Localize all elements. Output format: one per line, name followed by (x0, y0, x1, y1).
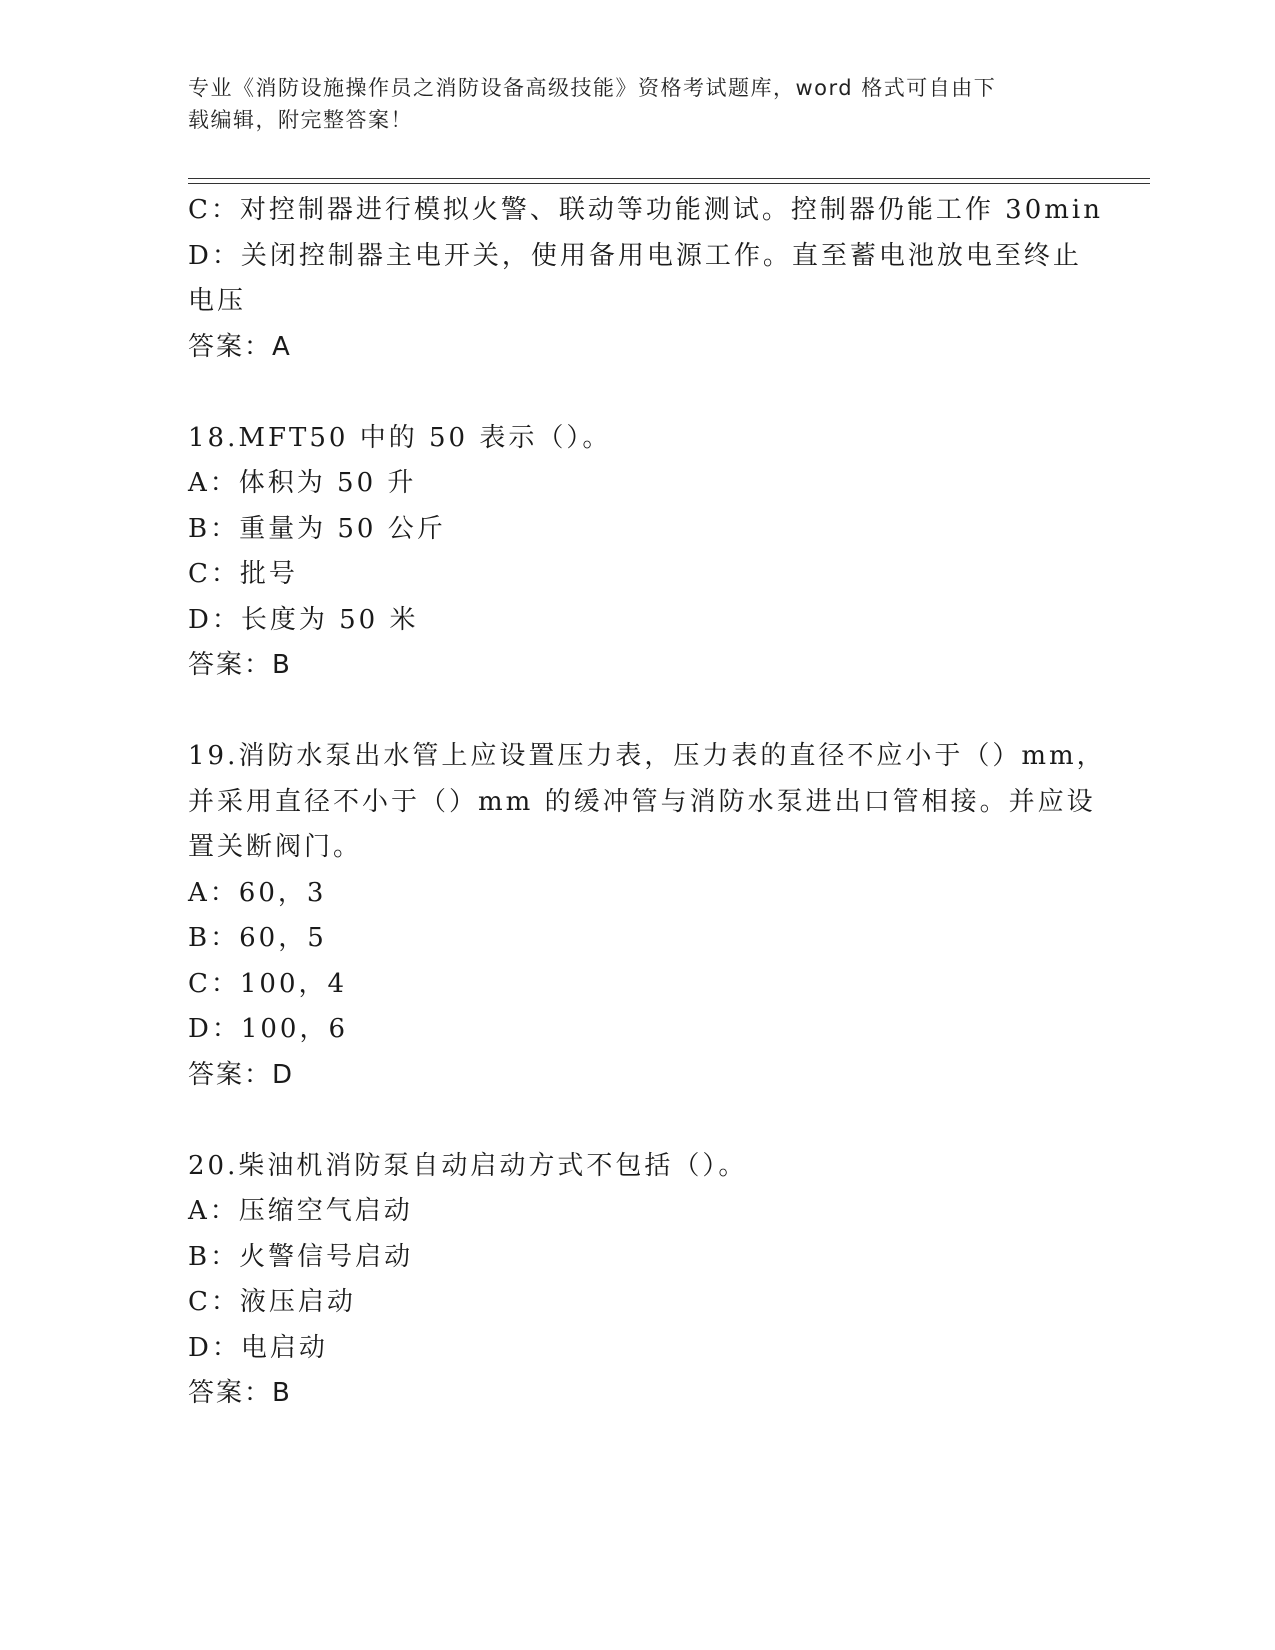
question-stem: 18.MFT50 中的 50 表示（）。 (188, 422, 612, 453)
option-a: A：60，3 (188, 877, 327, 908)
option-a: A：体积为 50 升 (188, 468, 417, 498)
question-stem-continued: 并采用直径不小于（）mm 的缓冲管与消防水泵进出口管相接。并应设 (188, 786, 1096, 817)
question-stem: 19.消防水泵出水管上应设置压力表，压力表的直径不应小于（）mm， (188, 741, 1106, 771)
option-b: B：火警信号启动 (188, 1241, 414, 1272)
question-18 (188, 416, 1088, 689)
header-divider-top (188, 178, 1150, 179)
header-divider-bottom (188, 183, 1150, 184)
answer: 答案：B (188, 1378, 292, 1408)
option-c: C：液压启动 (188, 1287, 356, 1317)
document-header (188, 72, 1068, 136)
question-19 (188, 734, 1106, 1098)
option-d: D：电启动 (188, 1332, 328, 1363)
question-stem-continued: 置关断阀门。 (188, 832, 363, 862)
spacer (188, 370, 1088, 416)
option-d-continued: 电压 (188, 286, 247, 316)
option-b: B：重量为 50 公斤 (188, 513, 446, 544)
option-c: C：批号 (188, 559, 298, 589)
spacer (188, 1098, 1088, 1144)
option-c: C：对控制器进行模拟火警、联动等功能测试。控制器仍能工作 30min (188, 195, 1103, 225)
header-line-1: 专业《消防设施操作员之消防设备高级技能》资格考试题库，word 格式可自由下 (188, 76, 997, 100)
question-17-continued (188, 188, 1103, 370)
option-d: D：长度为 50 米 (188, 604, 419, 635)
question-20 (188, 1144, 1088, 1417)
answer: 答案：A (188, 331, 292, 362)
answer: 答案：D (188, 1059, 295, 1090)
header-line-2: 载编辑，附完整答案！ (188, 108, 413, 132)
question-stem: 20.柴油机消防泵自动启动方式不包括（）。 (188, 1150, 748, 1181)
option-c: C：100，4 (188, 968, 348, 999)
option-d: D：关闭控制器主电开关，使用备用电源工作。直至蓄电池放电至终止 (188, 240, 1082, 271)
spacer (188, 689, 1088, 735)
question-content (188, 188, 1106, 1417)
option-d: D：100，6 (188, 1014, 349, 1044)
option-a: A：压缩空气启动 (188, 1196, 413, 1226)
answer: 答案：B (188, 650, 292, 680)
option-b: B：60，5 (188, 923, 327, 953)
